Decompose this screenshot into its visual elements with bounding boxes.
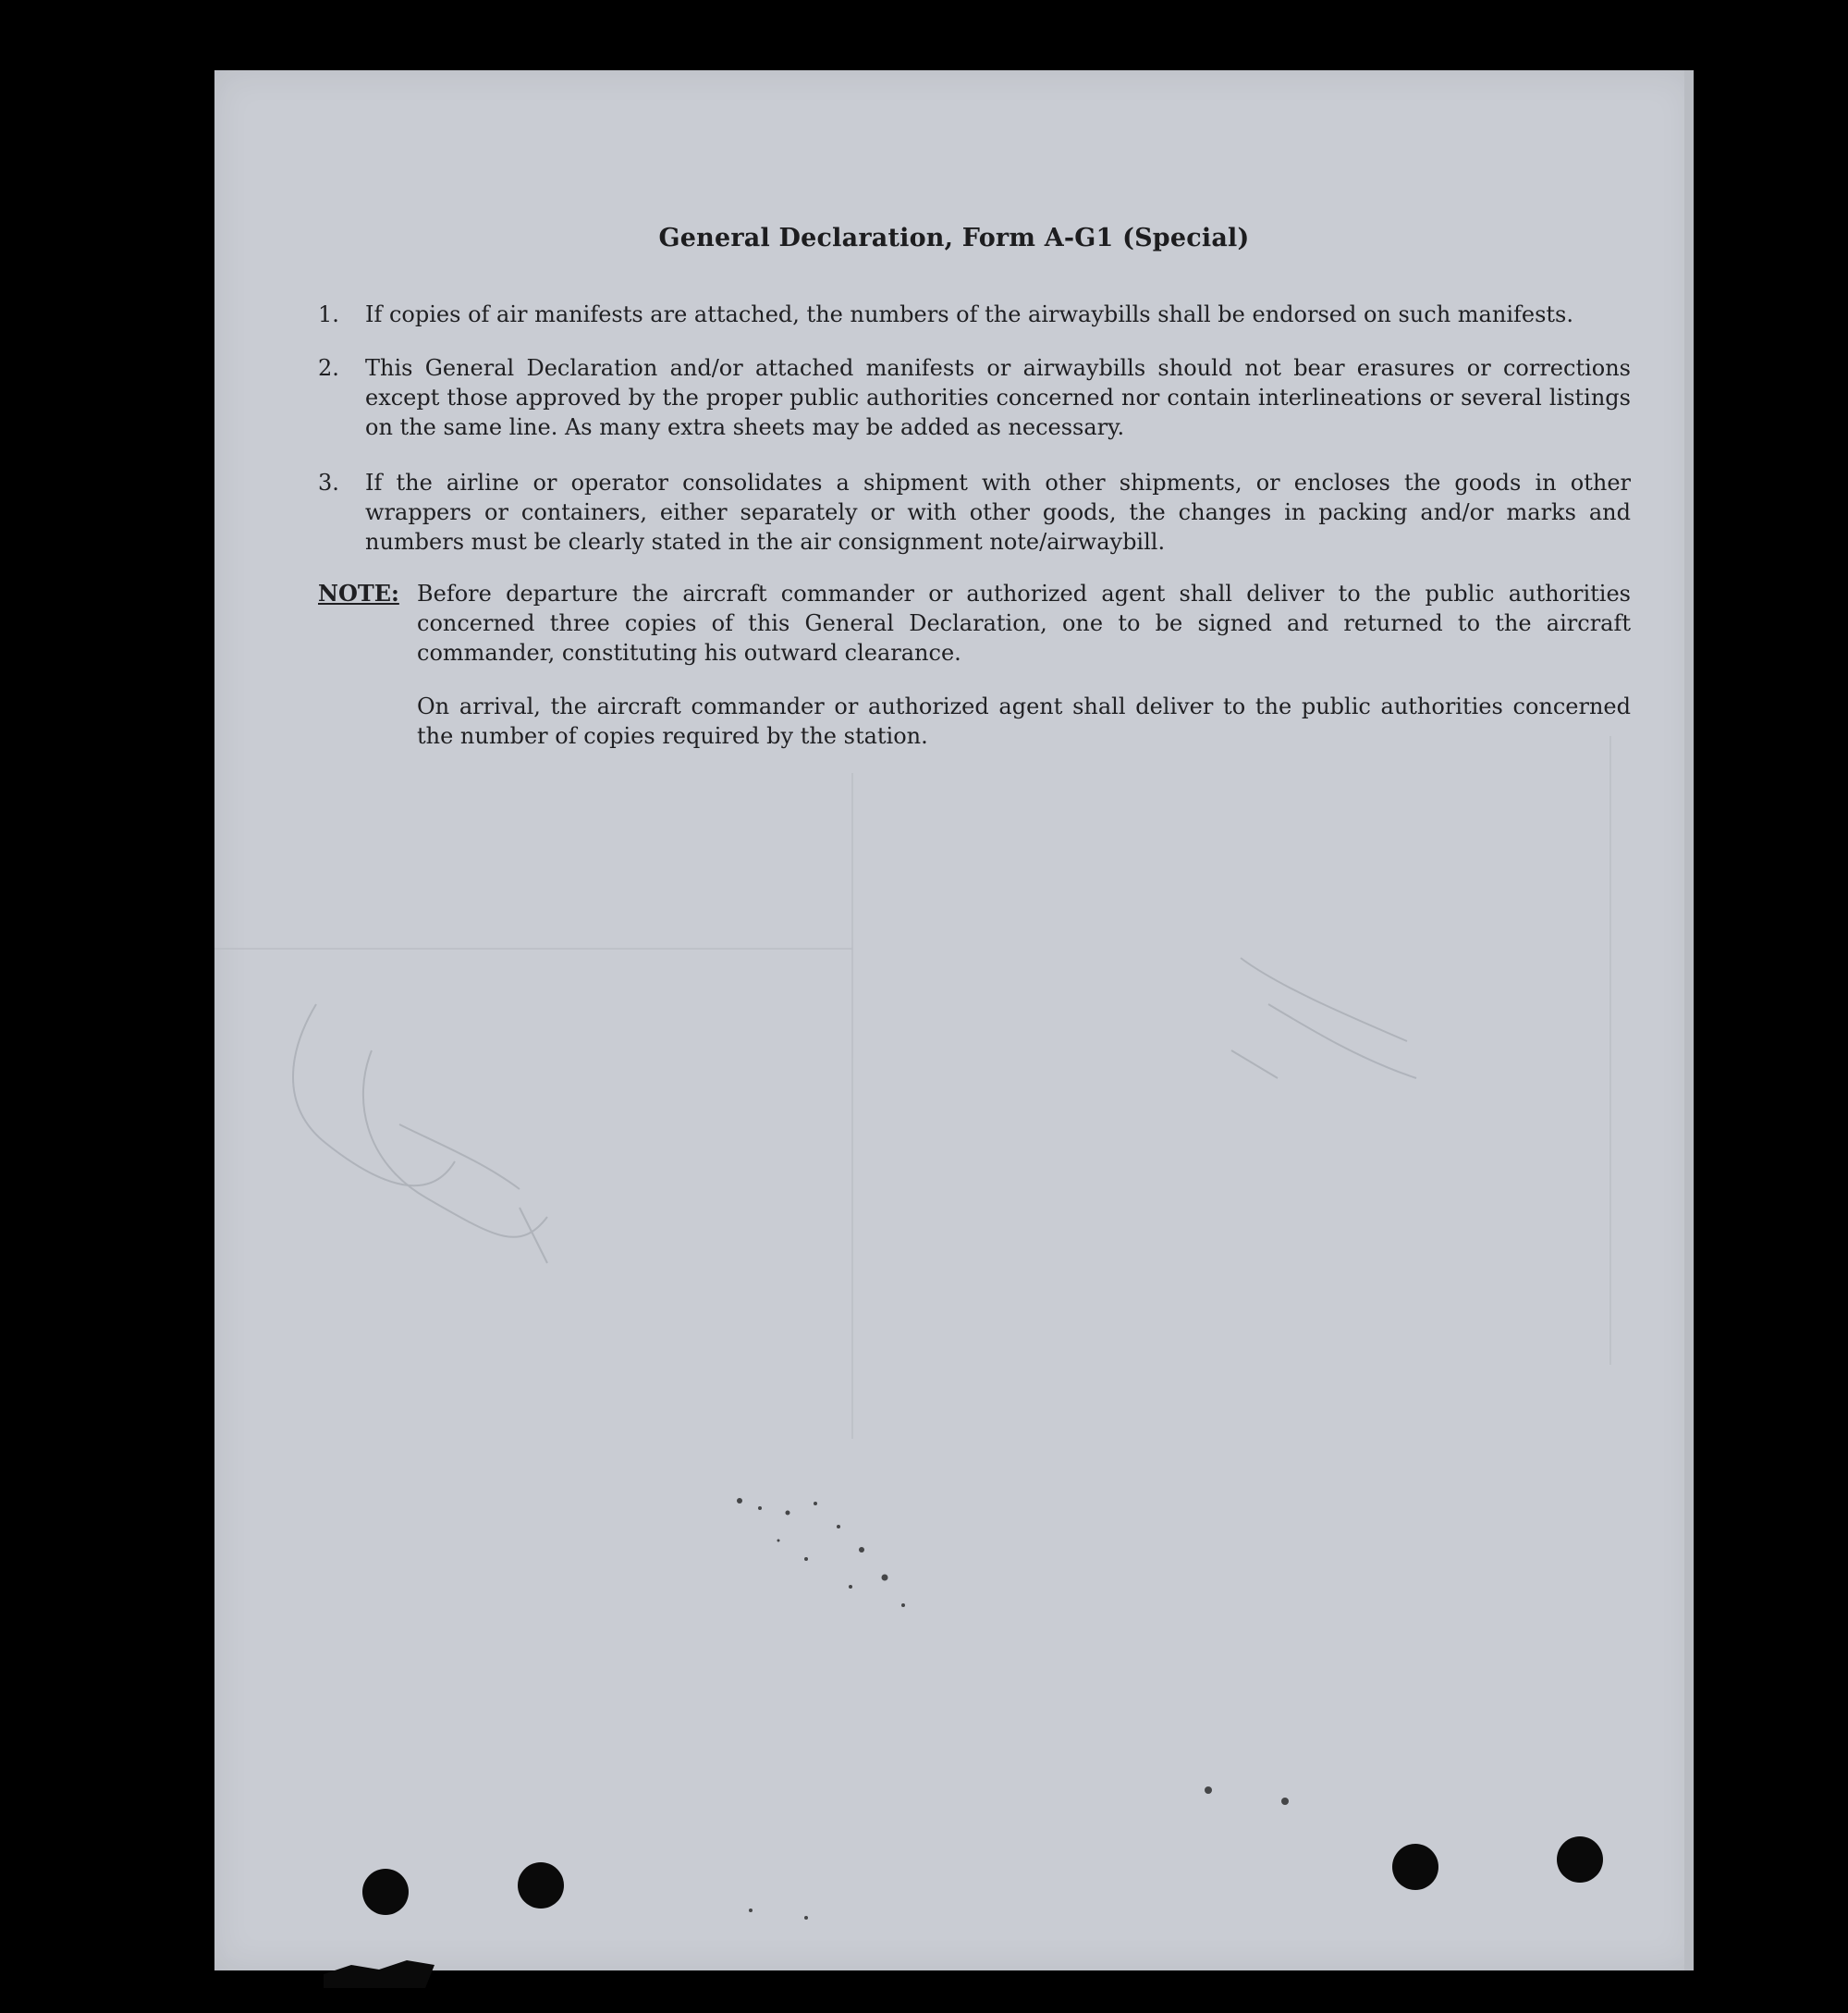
punch-hole (1557, 1836, 1603, 1883)
punch-hole (362, 1869, 409, 1915)
note-text: Before departure the aircraft commander or authorized agent shall deliver to the public authorities concerned three copies of this General Declaration, one to be signed and returned to the aircraft commander, constituting his outward clearance. (417, 581, 1631, 666)
form-title: General Declaration, Form A-G1 (Special) (658, 224, 1250, 252)
item-number: 2. (318, 355, 339, 381)
punch-hole (1392, 1844, 1438, 1890)
punch-hole (518, 1862, 564, 1909)
torn-corner-mark (314, 1937, 444, 1993)
item-number: 1. (318, 301, 339, 327)
item-text: If copies of air manifests are attached, the numbers of the airwaybills shall be endorsed on such manifests. (365, 301, 1573, 327)
note-arrival-text: On arrival, the aircraft commander or authorized agent shall deliver to the public authorities concerned the number of copies required by the station. (417, 694, 1631, 749)
note-label: NOTE: (318, 580, 399, 607)
item-number: 3. (318, 470, 339, 496)
item-text: If the airline or operator consolidates a shipment with other shipments, or encloses the goods in other wrappers or containers, either separately or with other goods, the changes in packing and/or marks and numbers must be clearly stated in the air consignment note/airwaybill. (365, 470, 1631, 555)
item-text: This General Declaration and/or attached manifests or airwaybills should not bear erasures or corrections except those approved by the proper public authorities concerned nor contain interlineations or several listings on the same line. As many extra sheets may be added as necessary. (365, 355, 1631, 440)
document-page (214, 70, 1694, 1970)
